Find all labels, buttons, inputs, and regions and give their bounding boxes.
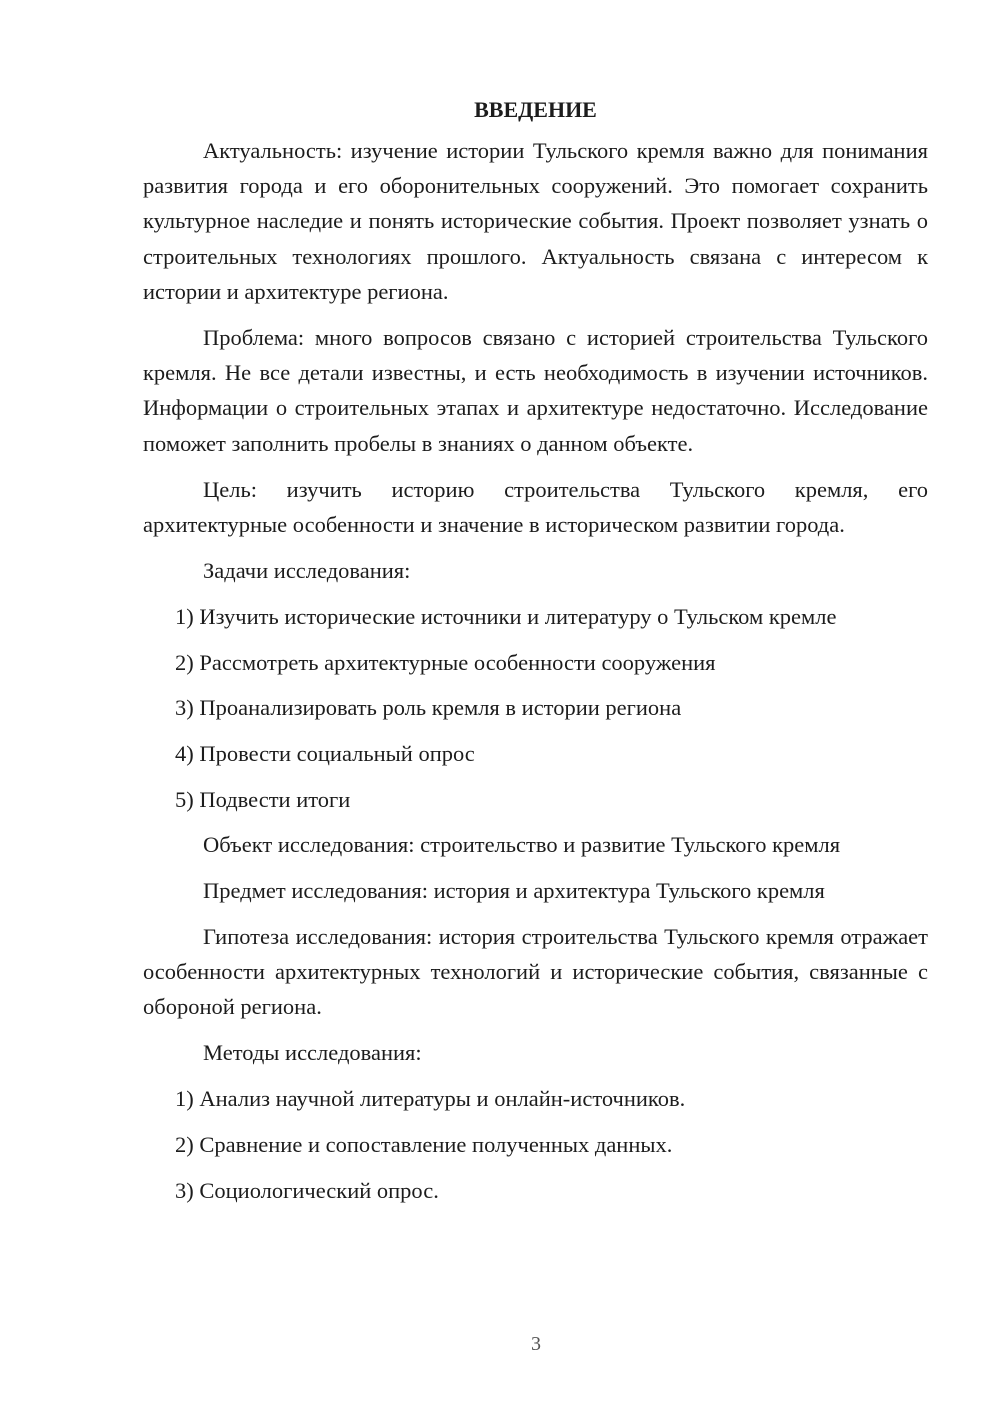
- page-title: ВВЕДЕНИЕ: [474, 97, 597, 122]
- goal-paragraph: Цель: изучить историю строительства Тульского кремля, его архитектурные особенности и значение в историческом развитии города.: [143, 476, 928, 538]
- hypothesis-paragraph: Гипотеза исследования: история строительства Тульского кремля отражает особенности архитектурных технологий и исторические события, связанные с обороной региона.: [143, 923, 928, 1020]
- problem-paragraph: Проблема: много вопросов связано с историей строительства Тульского кремля. Не все детали известны, и есть необходимость в изучении источников. Информации о строительных этапах и архитектуре недостаточно. Исследование поможет заполнить пробелы в знаниях о данном объекте.: [143, 325, 928, 456]
- list-item: 2) Рассмотреть архитектурные особенности сооружения: [175, 649, 716, 675]
- methods-title: Методы исследования:: [203, 1040, 422, 1066]
- list-item: 4) Провести социальный опрос: [175, 741, 475, 767]
- object-line: Объект исследования: строительство и развитие Тульского кремля: [203, 832, 841, 858]
- document-body: [143, 92, 928, 1208]
- list-item: 2) Сравнение и сопоставление полученных данных.: [175, 1131, 673, 1157]
- list-item: 3) Проанализировать роль кремля в истории региона: [175, 695, 682, 721]
- list-item: 1) Анализ научной литературы и онлайн-источников.: [175, 1086, 686, 1112]
- list-item: 5) Подвести итоги: [175, 786, 351, 812]
- tasks-title: Задачи исследования:: [203, 558, 411, 584]
- list-item: 1) Изучить исторические источники и литературу о Тульском кремле: [175, 603, 837, 629]
- page-number: 3: [531, 1333, 541, 1355]
- relevance-paragraph: Актуальность: изучение истории Тульского кремля важно для понимания развития города и его оборонительных сооружений. Это помогает сохранить культурное наследие и понять исторические события. Проект позволяет узнать о строительных технологиях прошлого. Актуальность связана с интересом к истории и архитектуре региона.: [143, 138, 928, 304]
- subject-line: Предмет исследования: история и архитектура Тульского кремля: [203, 878, 825, 904]
- list-item: 3) Социологический опрос.: [175, 1177, 439, 1203]
